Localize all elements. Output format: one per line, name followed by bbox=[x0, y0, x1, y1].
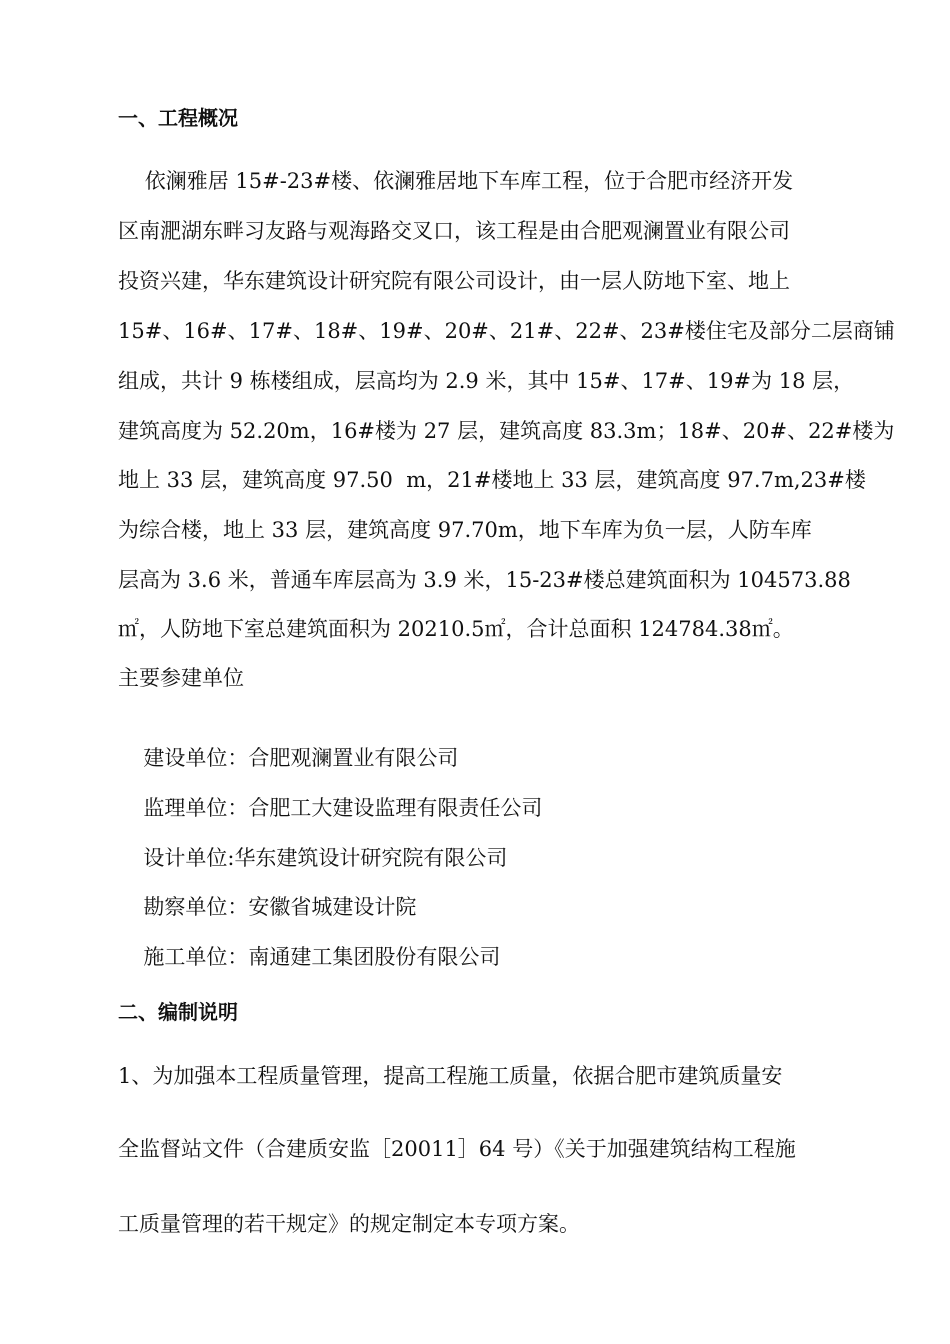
paragraph-line: 1、为加强本工程质量管理，提高工程施工质量，依据合肥市建筑质量安 bbox=[118, 1064, 783, 1088]
participant-value: 合肥观澜置业有限公司 bbox=[248, 746, 459, 770]
participant-row-contractor bbox=[130, 912, 500, 972]
participant-value: 南通建工集团股份有限公司 bbox=[248, 945, 501, 969]
paragraph-line: ㎡，人防地下室总建筑面积为 20210.5㎡，合计总面积 124784.38㎡。 bbox=[118, 617, 794, 641]
participant-label: 施工单位： bbox=[143, 945, 249, 969]
participant-value: 合肥工大建设监理有限责任公司 bbox=[248, 796, 543, 820]
paragraph-line: 地上 33 层，建筑高度 97.50 m，21#楼地上 33 层，建筑高度 97.7m,23#楼 bbox=[118, 468, 866, 492]
participants-title: 主要参建单位 bbox=[118, 666, 244, 690]
paragraph-line: 区南淝湖东畔习友路与观海路交叉口，该工程是由合肥观澜置业有限公司 bbox=[118, 219, 790, 243]
section-2-title: 二、编制说明 bbox=[118, 1000, 238, 1024]
paragraph-line: 依澜雅居 15#-23#楼、依澜雅居地下车库工程，位于合肥市经济开发 bbox=[118, 169, 794, 193]
paragraph-line: 为综合楼，地上 33 层，建筑高度 97.70m，地下车库为负一层，人防车库 bbox=[118, 518, 812, 542]
participant-value: 安徽省城建设计院 bbox=[248, 895, 417, 919]
paragraph-line: 层高为 3.6 米，普通车库层高为 3.9 米，15-23#楼总建筑面积为 104573.88 bbox=[118, 568, 851, 592]
paragraph-line: 15#、16#、17#、18#、19#、20#、21#、22#、23#楼住宅及部分二层商铺 bbox=[118, 319, 895, 343]
participant-value: 华东建筑设计研究院有限公司 bbox=[234, 846, 508, 870]
paragraph-line: 全监督站文件（合建质安监［20011］64 号）《关于加强建筑结构工程施 bbox=[118, 1137, 796, 1161]
section-1-title: 一、工程概况 bbox=[118, 106, 238, 130]
paragraph-line: 工质量管理的若干规定》的规定制定本专项方案。 bbox=[118, 1212, 580, 1236]
participant-label: 监理单位： bbox=[143, 796, 249, 820]
paragraph-line: 投资兴建，华东建筑设计研究院有限公司设计，由一层人防地下室、地上 bbox=[118, 269, 790, 293]
participant-label: 建设单位： bbox=[143, 746, 249, 770]
paragraph-line: 组成，共计 9 栋楼组成，层高均为 2.9 米，其中 15#、17#、19#为 18 层， bbox=[118, 369, 855, 393]
participant-label: 勘察单位： bbox=[143, 895, 249, 919]
participant-label: 设计单位: bbox=[143, 846, 235, 870]
paragraph-line: 建筑高度为 52.20m，16#楼为 27 层，建筑高度 83.3m；18#、20#、22#楼为 bbox=[118, 419, 895, 443]
